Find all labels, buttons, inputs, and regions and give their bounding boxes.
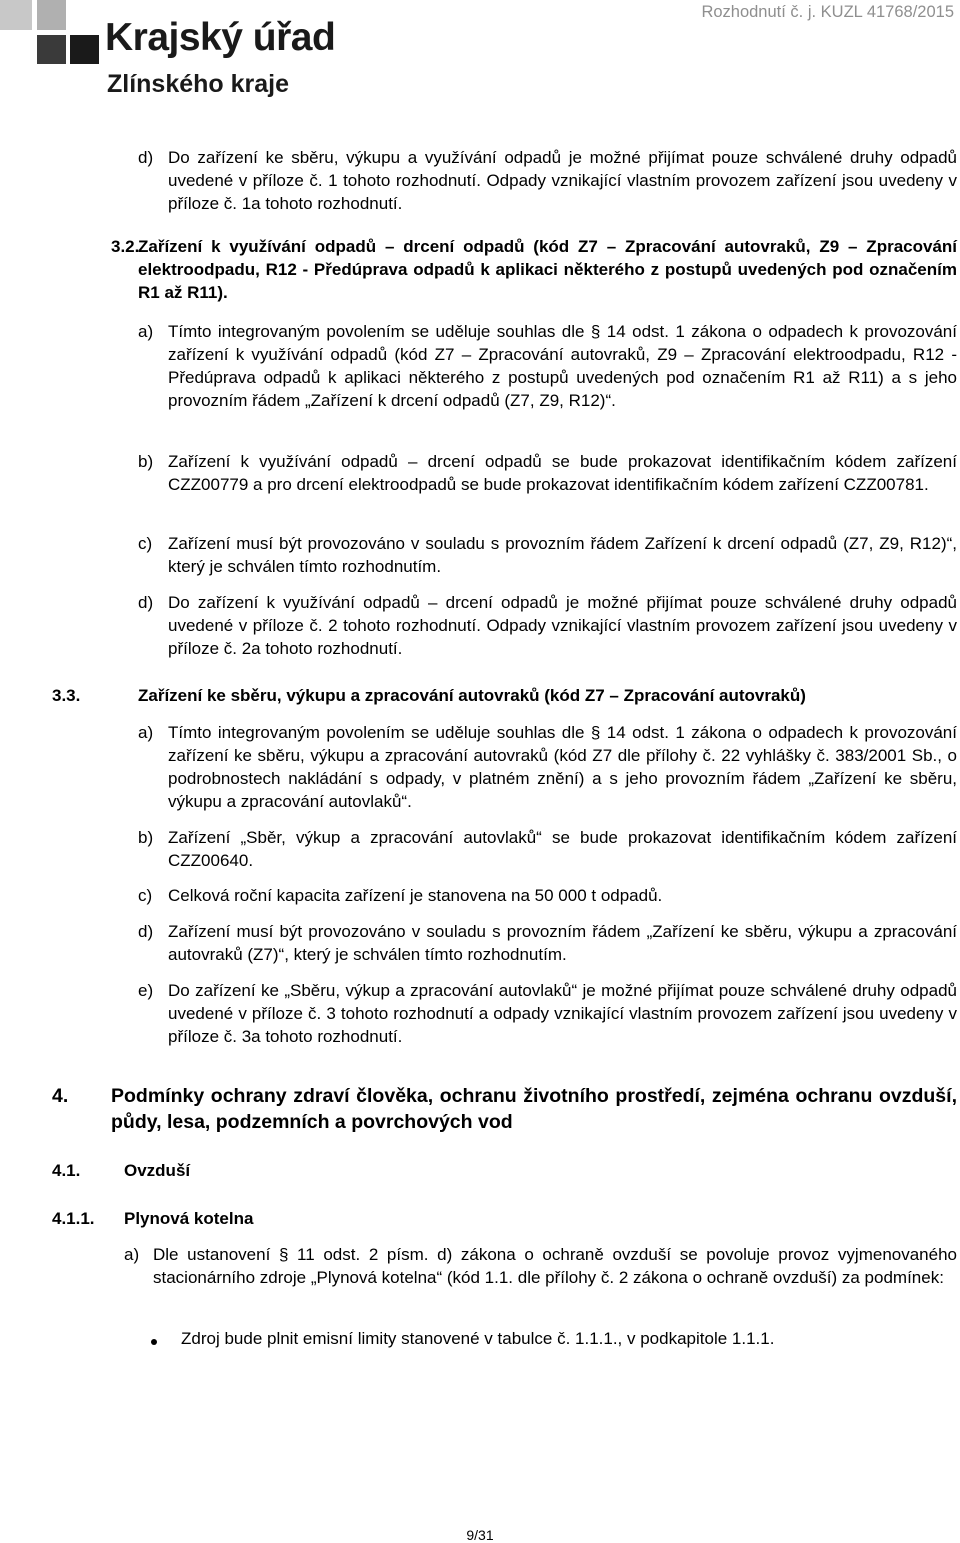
item-label: a) bbox=[124, 1245, 140, 1264]
item-label: d) bbox=[138, 148, 154, 167]
item-label: a) bbox=[138, 723, 154, 742]
page-number: 9/31 bbox=[466, 1527, 494, 1543]
item-text: Do zařízení ke sběru, výkupu a využívání odpadů je možné přijímat pouze schválené druhy odpadů uvedené v příloze č. 1 tohoto rozhodnutí. Odpady vznikající vlastním provozem zařízení jsou uvedeny v příloze č. 1a tohoto rozhodnutí. bbox=[168, 148, 957, 213]
item-text: Tímto integrovaným povolením se uděluje souhlas dle § 14 odst. 1 zákona o odpadech k provozování zařízení k využívání odpadů (kód Z7 – Zpracování autovraků, Z9 – Zpracování elektroodpadu, R12 - Předúprava odpadů k aplikaci některého z postupů uvedených pod označením R1 až R11) a s jeho provozním řádem „Zařízení k drcení odpadů (Z7, Z9, R12)“. bbox=[168, 322, 957, 410]
bullet-text: Zdroj bude plnit emisní limity stanovené v tabulce č. 1.1.1., v podkapitole 1.1.1. bbox=[181, 1329, 775, 1348]
logo-square-mid bbox=[37, 0, 66, 30]
logo-square-black bbox=[70, 35, 99, 64]
item-text: Zařízení k využívání odpadů – drcení odpadů se bude prokazovat identifikačním kódem zařízení CZZ00779 a pro drcení elektroodpadů se bude prokazovat identifikačním kódem zařízení CZZ00781. bbox=[168, 452, 957, 494]
item-text: Zařízení musí být provozováno v souladu s provozním řádem „Zařízení ke sběru, výkupu a zpracování autovraků (Z7)“, který je schválen tímto rozhodnutím. bbox=[168, 922, 957, 964]
item-label: d) bbox=[138, 922, 154, 941]
section-number: 3.3. bbox=[52, 686, 81, 705]
item-label: e) bbox=[138, 981, 154, 1000]
subsection-title: Plynová kotelna bbox=[124, 1209, 254, 1228]
item-label: d) bbox=[138, 593, 154, 612]
chapter-title: Podmínky ochrany zdraví člověka, ochranu životního prostředí, zejména ochranu ovzduší, půdy, lesa, podzemních a povrchových vod bbox=[111, 1085, 957, 1133]
authority-logo bbox=[0, 0, 336, 100]
item-label: c) bbox=[138, 534, 153, 553]
item-text: Do zařízení k využívání odpadů – drcení odpadů je možné přijímat pouze schválené druhy odpadů uvedené v příloze č. 2 tohoto rozhodnutí. Odpady vznikající vlastním provozem zařízení jsou uvedeny v příloze č. 2a tohoto rozhodnutí. bbox=[168, 593, 957, 658]
section-title: Zařízení ke sběru, výkupu a zpracování autovraků (kód Z7 – Zpracování autovraků) bbox=[138, 686, 806, 705]
item-label: b) bbox=[138, 452, 154, 471]
item-label: c) bbox=[138, 886, 153, 905]
section-title: Zařízení k využívání odpadů – drcení odpadů (kód Z7 – Zpracování autovraků, Z9 – Zpracování elektroodpadu, R12 - Předúprava odpadů k aplikaci některého z postupů uvedených pod označením R1 až R11). bbox=[138, 237, 957, 302]
section-number: 3.2. bbox=[111, 237, 140, 256]
document-reference: Rozhodnutí č. j. KUZL 41768/2015 bbox=[701, 3, 954, 21]
logo-square-light bbox=[0, 0, 32, 30]
logo-subtitle: Zlínského kraje bbox=[107, 70, 290, 98]
bullet-icon bbox=[151, 1339, 157, 1345]
item-text: Zařízení „Sběr, výkup a zpracování autovlaků“ se bude prokazovat identifikačním kódem zařízení CZZ00640. bbox=[168, 828, 957, 870]
logo-square-dark bbox=[37, 35, 66, 64]
item-text: Dle ustanovení § 11 odst. 2 písm. d) zákona o ochraně ovzduší se povoluje provoz vyjmenovaného stacionárního zdroje „Plynová kotelna“ (kód 1.1. dle přílohy č. 2 zákona o ochraně ovzduší) za podmínek: bbox=[153, 1245, 957, 1287]
chapter-number: 4. bbox=[52, 1085, 69, 1107]
item-text: Celková roční kapacita zařízení je stanovena na 50 000 t odpadů. bbox=[168, 886, 663, 905]
item-text: Zařízení musí být provozováno v souladu s provozním řádem Zařízení k drcení odpadů (Z7, Z9, R12)“, který je schválen tímto rozhodnutím. bbox=[168, 534, 957, 576]
item-label: a) bbox=[138, 322, 154, 341]
item-text: Tímto integrovaným povolením se uděluje souhlas dle § 14 odst. 1 zákona o odpadech k provozování zařízení ke sběru, výkupu a zpracování autovraků (kód Z7 dle přílohy č. 22 vyhlášky č. 383/2001 Sb., o podrobnostech nakládání s odpady, v platném znění) a s jeho provozním řádem „Zařízení ke sběru, výkupu a zpracování autovlaků“. bbox=[168, 723, 957, 811]
section-title: Ovzduší bbox=[124, 1161, 191, 1180]
item-label: b) bbox=[138, 828, 154, 847]
item-text: Do zařízení ke „Sběru, výkup a zpracování autovlaků“ je možné přijímat pouze schválené druhy odpadů uvedené v příloze č. 3 tohoto rozhodnutí a odpady vznikající vlastním provozem zařízení jsou uvedeny v příloze č. 3a tohoto rozhodnutí. bbox=[168, 981, 957, 1046]
logo-title: Krajský úřad bbox=[105, 16, 336, 59]
section-number: 4.1. bbox=[52, 1161, 81, 1180]
subsection-number: 4.1.1. bbox=[52, 1209, 95, 1228]
